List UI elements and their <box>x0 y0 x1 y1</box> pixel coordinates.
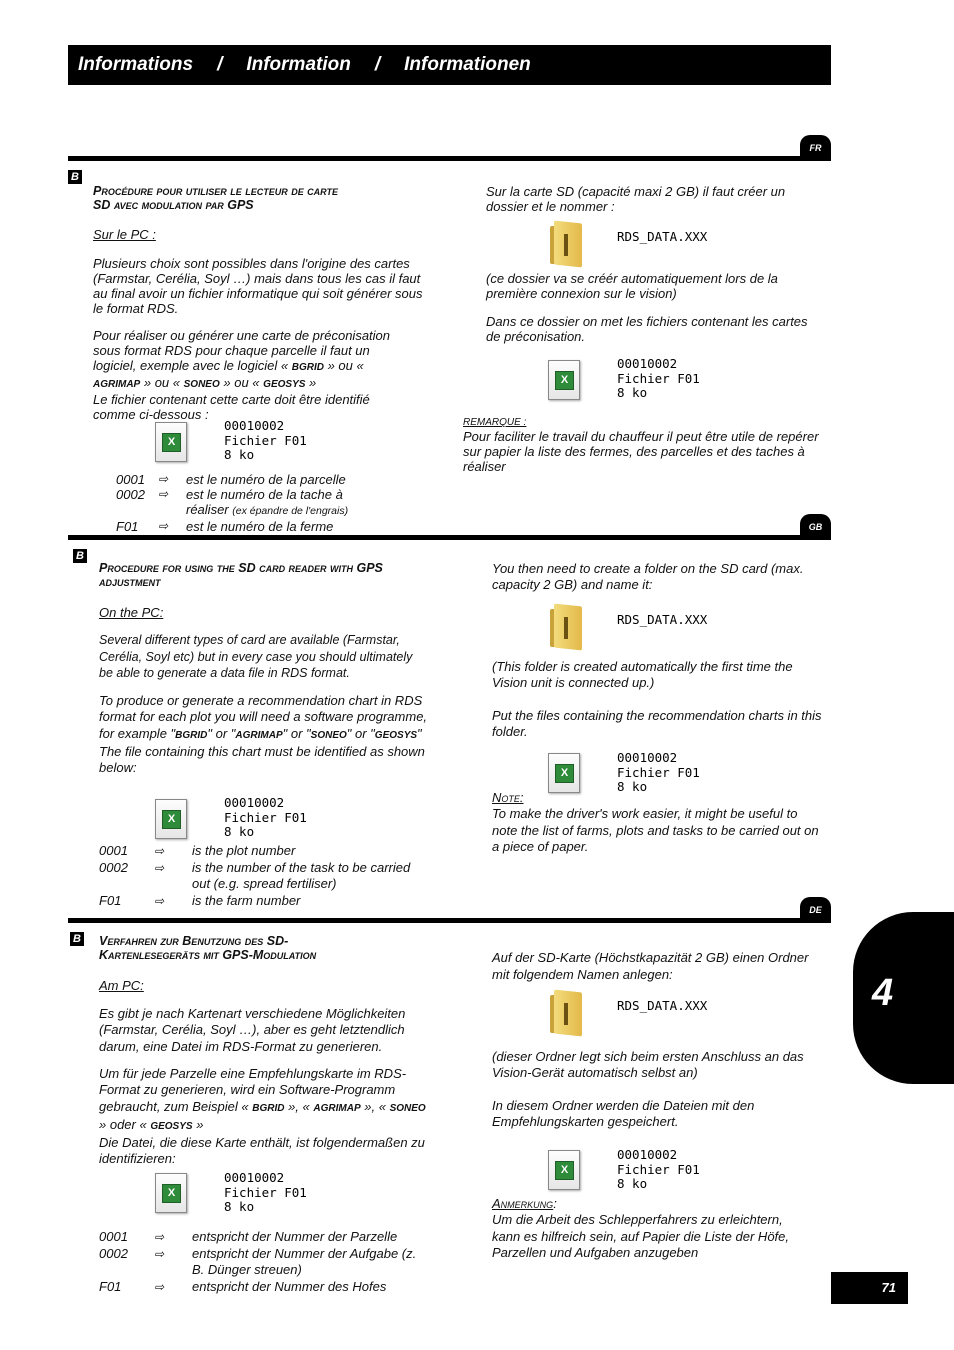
legend-value: is the plot number <box>192 843 296 858</box>
right-paragraph-de-1: Auf der SD-Karte (Höchstkapazität 2 GB) einen Ordner mit folgendem Namen anlegen: <box>492 950 809 982</box>
software-name: BGRID <box>175 729 208 741</box>
file-name: 00010002 <box>617 1147 678 1162</box>
excel-file-icon <box>548 1150 580 1190</box>
excel-file-icon <box>155 799 187 839</box>
chapter-number: 4 <box>872 972 894 1014</box>
right-paragraph-fr-3: Dans ce dossier on met les fichiers contenant les cartes de préconisation. <box>486 314 808 344</box>
file-label <box>224 419 307 463</box>
legend-list-gb <box>99 843 439 909</box>
software-name: SONEO <box>310 729 347 741</box>
legend-value: entspricht der Nummer der Parzelle <box>192 1229 398 1244</box>
header-title-de: Informationen <box>404 54 531 75</box>
file-type: Fichier F01 <box>617 370 700 386</box>
file-label <box>617 1148 700 1192</box>
paragraph-fr-2 <box>93 328 413 422</box>
file-size: 8 ko <box>224 1199 255 1214</box>
section-rule <box>68 918 831 923</box>
file-type: Fichier F01 <box>617 1161 700 1177</box>
header-separator: / <box>217 54 223 75</box>
file-name: 00010002 <box>224 1170 285 1185</box>
arrow-icon: ⇨ <box>154 893 165 908</box>
legend-list-fr <box>116 472 376 534</box>
arrow-icon: ⇨ <box>154 1246 165 1261</box>
folder-icon <box>550 222 584 264</box>
file-size: 8 ko <box>224 447 255 462</box>
subtitle-de: Am PC: <box>99 978 144 993</box>
lang-tab-fr: FR <box>800 135 831 159</box>
section-rule <box>68 156 831 161</box>
right-paragraph-gb-2: (This folder is created automatically the first time the Vision unit is connected up.) <box>492 659 793 690</box>
legend-value: entspricht der Nummer des Hofes <box>192 1278 387 1294</box>
software-name: SONEO <box>183 379 220 390</box>
right-paragraph-gb-1: You then need to create a folder on the SD card (max. capacity 2 GB) and name it: <box>492 561 804 592</box>
excel-badge-icon: X <box>162 1184 181 1203</box>
text-fragment: » <box>196 1116 204 1132</box>
paragraph-gb-3: The file containing this chart must be identified as shown below: <box>99 743 425 776</box>
note-label-de: Anmerkung: <box>492 1196 557 1211</box>
text-fragment: » <box>309 375 317 390</box>
software-name: SONEO <box>389 1102 426 1114</box>
file-size: 8 ko <box>224 824 255 839</box>
file-size: 8 ko <box>617 385 648 400</box>
page-header <box>68 45 831 85</box>
right-paragraph-de-2: (dieser Ordner legt sich beim ersten Anschluss an das Vision-Gerät automatisch selbst an) <box>492 1049 804 1080</box>
legend-key: F01 <box>99 1278 122 1294</box>
legend-key: 0001 <box>99 1229 128 1244</box>
text-fragment: » ou « <box>143 375 181 390</box>
subtitle-fr: Sur le PC : <box>93 227 156 242</box>
excel-badge-icon: X <box>162 433 181 452</box>
note-label-fr: REMARQUE : <box>463 417 527 428</box>
text-fragment: » ou « <box>223 375 260 390</box>
section-marker: B <box>68 170 82 184</box>
paragraph-fr-1: Plusieurs choix sont possibles dans l'origine des cartes (Farmstar, Cerélia, Soyl …) mais dans tous les cas il faut au final avoir un fichier informatique qui soit générer sous le format RDS. <box>93 256 423 316</box>
excel-file-icon <box>548 753 580 793</box>
legend-value: est le numéro de la parcelle <box>186 472 346 487</box>
header-separator: / <box>374 54 381 75</box>
section-title-fr: Procédure pour utiliser le lecteur de carte SD avec modulation par GPS <box>93 184 339 212</box>
excel-file-icon <box>155 1173 187 1213</box>
text-fragment: Pour réaliser ou générer une carte de préconisation sous format RDS pour chaque parcelle il faut un logiciel, exemple avec le logiciel « <box>93 328 391 373</box>
file-name: 00010002 <box>224 418 285 433</box>
software-name: BGRID <box>291 362 324 373</box>
right-paragraph-fr-2: (ce dossier va se créér automatiquement lors de la première connexion sur le vision) <box>486 271 778 301</box>
excel-badge-icon: X <box>555 371 574 390</box>
note-label-gb: Note: <box>492 790 524 805</box>
header-title-gb: Information <box>246 54 351 75</box>
legend-value-note: (ex épandre de l'engrais) <box>232 505 349 517</box>
text-fragment: », « <box>288 1098 310 1114</box>
file-name: 00010002 <box>224 795 285 810</box>
arrow-icon: ⇨ <box>154 1279 165 1294</box>
section-title-de: Verfahren zur Benutzung des SD-Kartenlesegeräts mit GPS-Modulation <box>99 934 317 962</box>
section-marker: B <box>73 549 87 563</box>
arrow-icon: ⇨ <box>158 472 169 486</box>
excel-file-icon <box>548 360 580 400</box>
text-fragment: " or " <box>207 725 236 741</box>
header-title-fr: Informations <box>78 54 194 75</box>
section-marker: B <box>70 932 84 946</box>
legend-value: is the farm number <box>192 892 301 908</box>
note-label-text: Anmerkung <box>492 1196 554 1211</box>
software-name: GEOSYS <box>150 1120 193 1132</box>
legend-key: F01 <box>99 892 122 908</box>
arrow-icon: ⇨ <box>154 1230 165 1244</box>
text-fragment: Um für jede Parzelle eine Empfehlungskarte im RDS-Format zu generieren, wird ein Software-Programm gebraucht, zum Beispiel « <box>99 1066 407 1114</box>
lang-tab-gb: GB <box>800 514 831 538</box>
legend-value <box>186 487 376 519</box>
text-fragment: " <box>417 725 422 741</box>
file-label <box>224 796 307 840</box>
legend-value-text: est le numéro de la tache à réaliser <box>186 487 343 517</box>
file-name: 00010002 <box>617 356 678 371</box>
file-type: Fichier F01 <box>224 1184 307 1200</box>
note-text-fr: Pour faciliter le travail du chauffeur il peut être utile de repérer sur papier la liste des fermes, des parcelles et des taches à réaliser <box>463 429 819 474</box>
paragraph-de-3: Die Datei, die diese Karte enthält, ist folgendermaßen zu identifizieren: <box>99 1135 425 1167</box>
right-paragraph-fr-1: Sur la carte SD (capacité maxi 2 GB) il faut créer un dossier et le nommer : <box>486 184 786 214</box>
arrow-icon: ⇨ <box>154 860 165 875</box>
chapter-tab <box>853 912 954 1084</box>
software-name: AGRIMAP <box>93 379 141 390</box>
lang-tab-de: DE <box>800 897 831 921</box>
subtitle-gb: On the PC: <box>99 605 164 620</box>
file-name: 00010002 <box>617 750 678 765</box>
software-name: GEOSYS <box>263 379 306 390</box>
paragraph-de-2 <box>99 1066 429 1168</box>
arrow-icon: ⇨ <box>158 519 169 533</box>
paragraph-gb-2 <box>99 693 429 776</box>
text-fragment: » oder « <box>99 1116 147 1132</box>
excel-badge-icon: X <box>555 1161 574 1180</box>
legend-value: est le numéro de la ferme <box>186 519 334 534</box>
folder-icon <box>550 605 584 647</box>
folder-icon <box>550 991 584 1033</box>
legend-value: is the number of the task to be carried out (e.g. spread fertiliser) <box>192 859 411 891</box>
text-fragment: " or " <box>346 725 375 741</box>
legend-value: entspricht der Nummer der Aufgabe (z. B. Dünger streuen) <box>192 1245 417 1277</box>
text-fragment: », « <box>364 1098 386 1114</box>
right-paragraph-de-3: In diesem Ordner werden die Dateien mit den Empfehlungskarten gespeichert. <box>492 1098 755 1129</box>
note-text-de: Um die Arbeit des Schlepperfahrers zu erleichtern, kann es hilfreich sein, auf Papier die Liste der Höfe, Parzellen und Aufgaben anzugeben <box>492 1212 790 1260</box>
file-size: 8 ko <box>617 1176 648 1191</box>
file-label <box>617 357 700 401</box>
legend-key: 0001 <box>99 843 128 858</box>
excel-badge-icon: X <box>555 764 574 783</box>
file-label <box>617 751 700 795</box>
legend-key: 0002 <box>99 859 128 875</box>
text-fragment: " or " <box>282 725 311 741</box>
folder-name: RDS_DATA.XXX <box>617 612 708 627</box>
text-fragment: To produce or generate a recommendation chart in RDS format for each plot you will need a software programme, for example " <box>99 693 428 741</box>
paragraph-de-1: Es gibt je nach Kartenart verschiedene Möglichkeiten (Farmstar, Cerélia, Soyl …), aber es geht letztendlich darum, eine Datei im RDS-Format zu generieren. <box>99 1006 406 1054</box>
section-rule <box>68 535 831 540</box>
legend-key: 0001 <box>116 472 145 487</box>
software-name: AGRIMAP <box>313 1102 361 1114</box>
page-number: 71 <box>831 1272 908 1304</box>
paragraph-fr-3: Le fichier contenant cette carte doit être identifié comme ci-dessous : <box>93 392 370 422</box>
excel-badge-icon: X <box>162 810 181 829</box>
folder-name: RDS_DATA.XXX <box>617 229 708 244</box>
file-type: Fichier F01 <box>224 809 307 825</box>
file-label <box>224 1171 307 1215</box>
right-paragraph-gb-3: Put the files containing the recommendation charts in this folder. <box>492 708 822 739</box>
legend-key: F01 <box>116 519 139 534</box>
software-name: AGRIMAP <box>235 729 283 741</box>
file-size: 8 ko <box>617 779 648 794</box>
text-fragment: » ou « <box>327 358 364 373</box>
legend-key: 0002 <box>99 1245 128 1261</box>
section-title-gb: Procedure for using the SD card reader with GPS adjustment <box>99 561 383 589</box>
file-type: Fichier F01 <box>617 764 700 780</box>
software-name: GEOSYS <box>374 729 418 741</box>
legend-key: 0002 <box>116 487 145 502</box>
arrow-icon: ⇨ <box>158 487 169 501</box>
software-name: BGRID <box>252 1102 285 1114</box>
note-text-gb: To make the driver's work easier, it might be useful to note the list of farms, plots and tasks to be carried out on a piece of paper. <box>492 806 819 854</box>
legend-list-de <box>99 1229 439 1295</box>
arrow-icon: ⇨ <box>154 844 165 858</box>
excel-file-icon <box>155 422 187 462</box>
file-type: Fichier F01 <box>224 432 307 448</box>
folder-name: RDS_DATA.XXX <box>617 998 708 1013</box>
paragraph-gb-1: Several different types of card are available (Farmstar, Cerélia, Soyl etc) but in every case you should ultimately be able to generate a data file in RDS format. <box>99 633 413 680</box>
